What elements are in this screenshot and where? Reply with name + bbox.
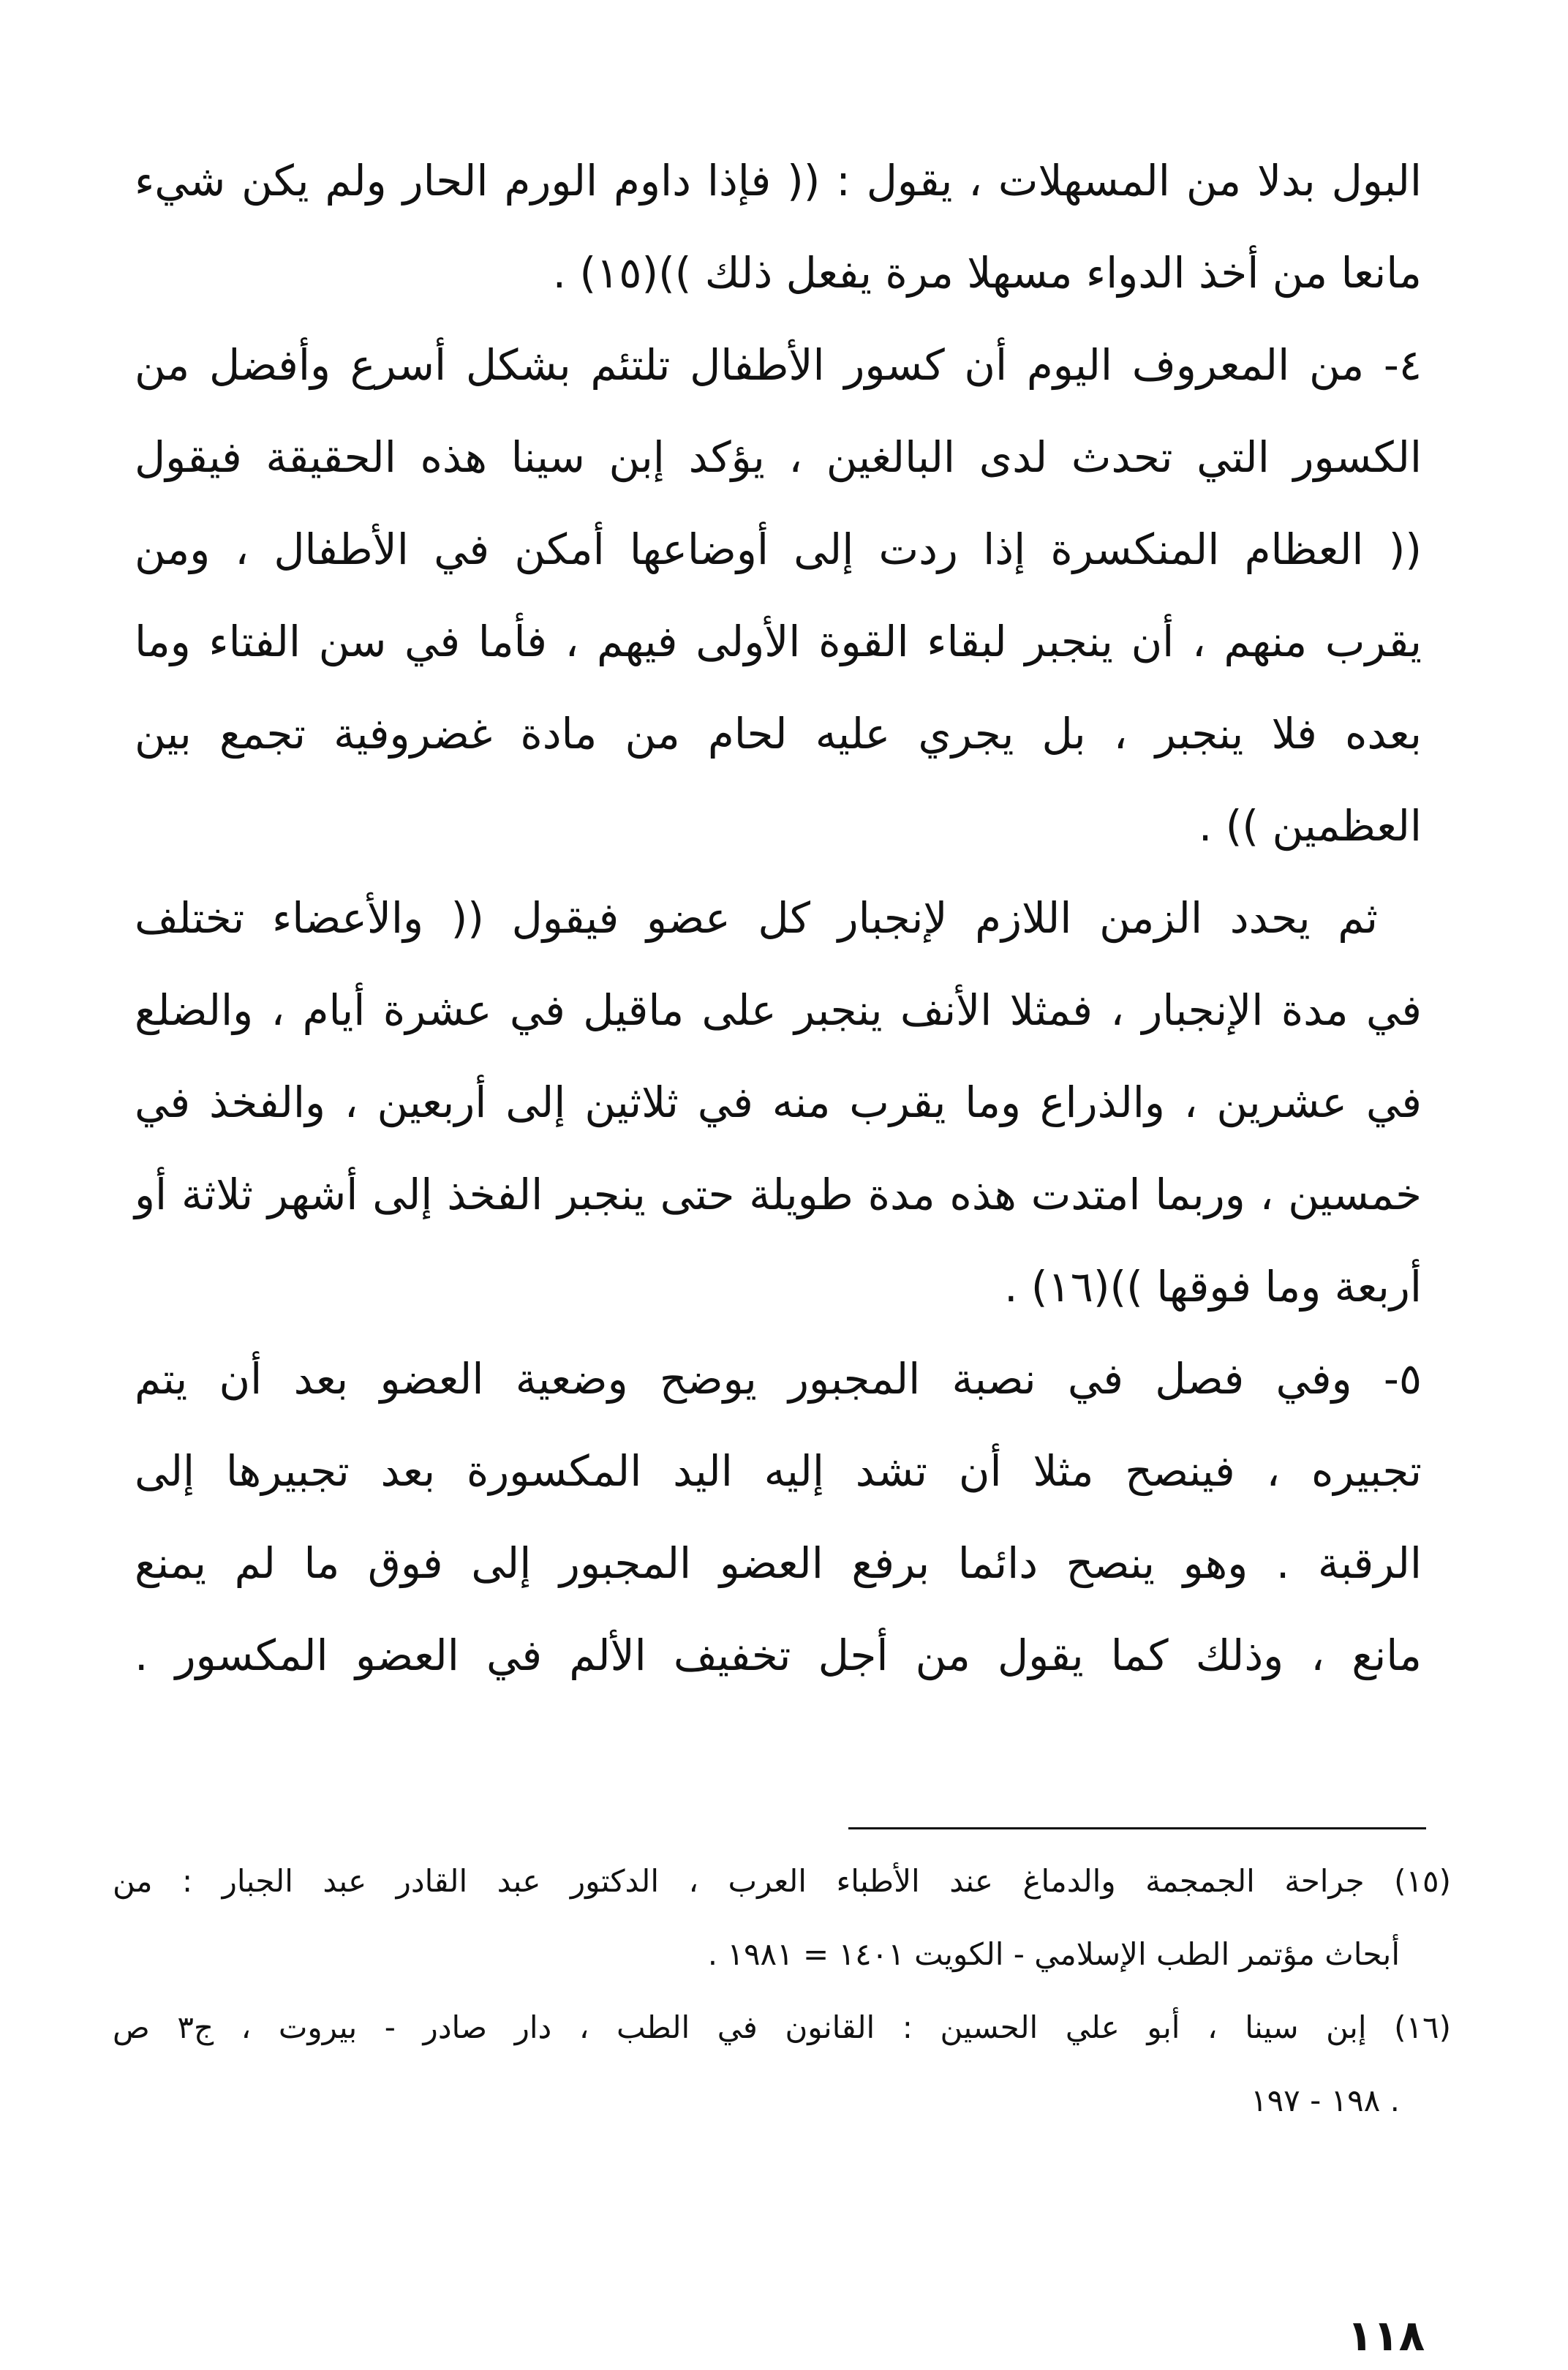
body-line-17: مانع ، وذلك كما يقول من أجل تخفيف الألم في العضو المكسور . <box>135 1630 1422 1680</box>
body-line-14: ٥- وفي فصل في نصبة المجبور يوضح وضعية العضو بعد أن يتم <box>135 1354 1422 1404</box>
footnote-15-line-1: (١٥) جراحة الجمجمة والدماغ عند الأطباء العرب ، الدكتور عبد القادر عبد الجبار : من <box>113 1863 1451 1899</box>
body-line-13: أربعة وما فوقها ))(١٦) . <box>1004 1262 1422 1312</box>
body-line-11: في عشرين ، والذراع وما يقرب منه في ثلاثين إلى أربعين ، والفخذ في <box>135 1077 1422 1127</box>
body-line-12: خمسين ، وربما امتدت هذه مدة طويلة حتى ينجبر الفخذ إلى أشهر ثلاثة أو <box>135 1170 1422 1219</box>
body-line-10: في مدة الإنجبار ، فمثلا الأنف ينجبر على ماقيل في عشرة أيام ، والضلع <box>135 985 1422 1035</box>
body-line-2: مانعا من أخذ الدواء مسهلا مرة يفعل ذلك ))(١٥) . <box>552 248 1422 298</box>
body-line-9: ثم يحدد الزمن اللازم لإنجبار كل عضو فيقول (( والأعضاء تختلف <box>135 893 1378 943</box>
body-line-8: العظمين )) . <box>1198 801 1422 851</box>
footnote-16-line-1: (١٦) إبن سينا ، أبو علي الحسين : القانون في الطب ، دار صادر - بيروت ، ج٣ ص <box>113 2009 1451 2045</box>
body-line-3: ٤- من المعروف اليوم أن كسور الأطفال تلتئم بشكل أسرع وأفضل من <box>135 340 1422 390</box>
body-line-7: بعده فلا ينجبر ، بل يجري عليه لحام من مادة غضروفية تجمع بين <box>135 709 1422 759</box>
footnote-15-line-2: أبحاث مؤتمر الطب الإسلامي - الكويت ١٤٠١ = ١٩٨١ . <box>707 1936 1400 1972</box>
footnote-separator <box>848 1827 1426 1829</box>
body-line-4: الكسور التي تحدث لدى البالغين ، يؤكد إبن سينا هذه الحقيقة فيقول <box>135 432 1422 482</box>
footnote-16-line-2: . ١٩٨ - ١٩٧ <box>1251 2083 1400 2118</box>
page-number: ١١٨ <box>1346 2311 1425 2360</box>
body-line-1: البول بدلا من المسهلات ، يقول : (( فإذا داوم الورم الحار ولم يكن شيء <box>135 156 1422 206</box>
body-line-5: (( العظام المنكسرة إذا ردت إلى أوضاعها أمكن في الأطفال ، ومن <box>135 524 1422 574</box>
body-line-6: يقرب منهم ، أن ينجبر لبقاء القوة الأولى فيهم ، فأما في سن الفتاء وما <box>135 617 1422 666</box>
body-line-16: الرقبة . وهو ينصح دائما برفع العضو المجبور إلى فوق ما لم يمنع <box>135 1538 1422 1588</box>
body-line-15: تجبيره ، فينصح مثلا أن تشد إليه اليد المكسورة بعد تجبيرها إلى <box>135 1446 1422 1496</box>
